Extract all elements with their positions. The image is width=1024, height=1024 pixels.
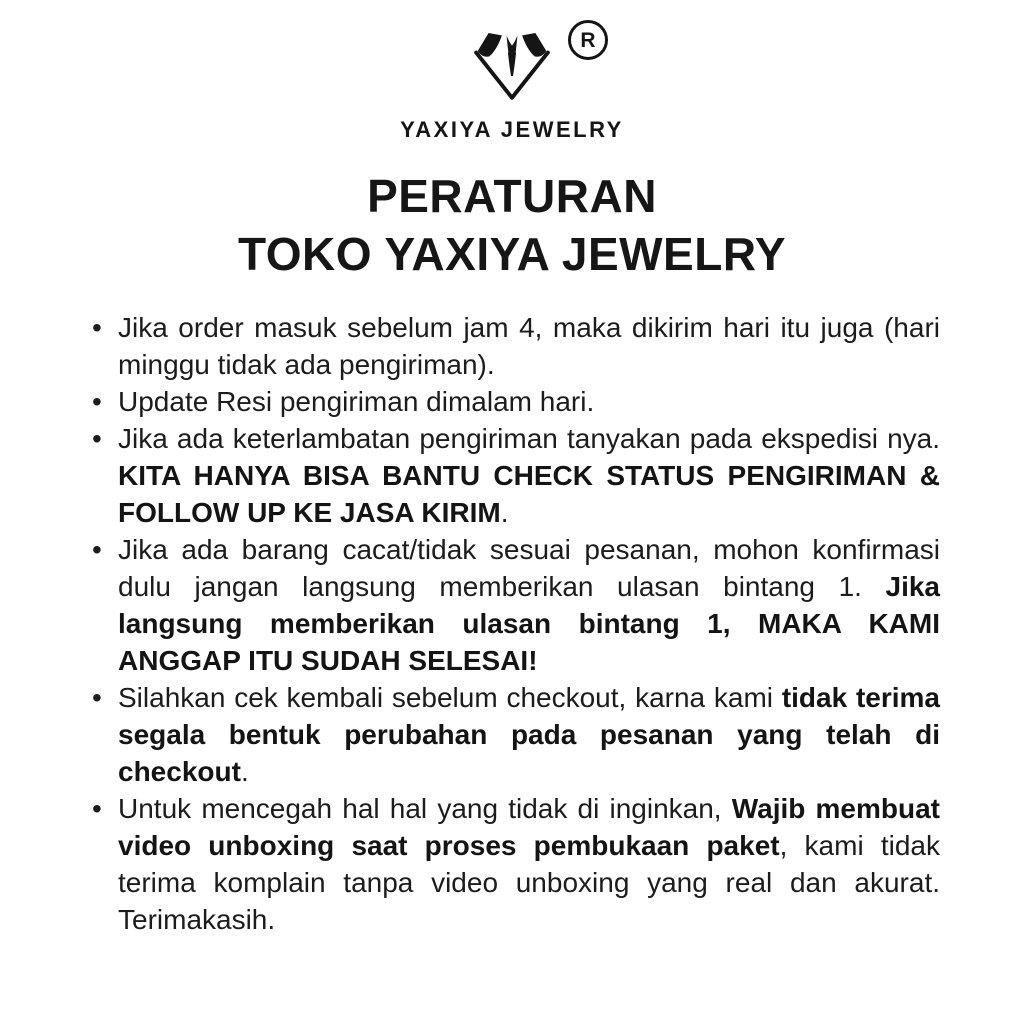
- rule-item: [118, 531, 940, 679]
- rule-text: .: [500, 497, 509, 528]
- rule-item: [118, 309, 940, 383]
- rule-text: Update Resi pengiriman dimalam hari.: [118, 386, 595, 417]
- page-title-line2: TOKO YAXIYA JEWELRY: [237, 228, 787, 280]
- rules-list: [118, 309, 940, 938]
- brand-logo: [464, 26, 596, 104]
- registered-trademark-icon: R: [568, 20, 608, 60]
- rule-item: [118, 383, 940, 420]
- rule-text: Jika ada keterlambatan pengiriman tanyakan pada ekspedisi nya.: [118, 423, 940, 454]
- rule-item: [118, 679, 940, 790]
- rule-text: Jika order masuk sebelum jam 4, maka dikirim hari itu juga (hari minggu tidak ada pengiriman).: [118, 312, 940, 380]
- brand-header: [0, 0, 1024, 143]
- rule-item: [118, 420, 940, 531]
- rule-text: Silahkan cek kembali sebelum checkout, karna kami: [118, 682, 782, 713]
- rule-text: , kami tidak terima komplain tanpa video unboxing yang real dan akurat. Terimakasih.: [118, 830, 940, 935]
- rule-item: [118, 790, 940, 938]
- rule-text-bold: KITA HANYA BISA BANTU CHECK STATUS PENGIRIMAN & FOLLOW UP KE JASA KIRIM: [118, 460, 940, 528]
- diamond-monogram-icon: [464, 26, 560, 104]
- rule-text-bold: Wajib membuat video unboxing saat proses pembukaan paket: [118, 793, 940, 861]
- brand-name: YAXIYA JEWELRY: [400, 117, 624, 142]
- rule-text-bold: Jika langsung memberikan ulasan bintang 1, MAKA KAMI ANGGAP ITU SUDAH SELESAI!: [118, 571, 940, 676]
- page-title-line1: PERATURAN: [367, 170, 657, 222]
- rule-text: Jika ada barang cacat/tidak sesuai pesanan, mohon konfirmasi dulu jangan langsung memberikan ulasan bintang 1.: [118, 534, 940, 602]
- rules-section: [118, 309, 940, 938]
- rule-text-bold: tidak terima segala bentuk perubahan pada pesanan yang telah di checkout: [118, 682, 940, 787]
- rule-text: .: [240, 756, 249, 787]
- page-title: [0, 167, 1024, 283]
- rule-text: Untuk mencegah hal hal yang tidak di inginkan,: [118, 793, 732, 824]
